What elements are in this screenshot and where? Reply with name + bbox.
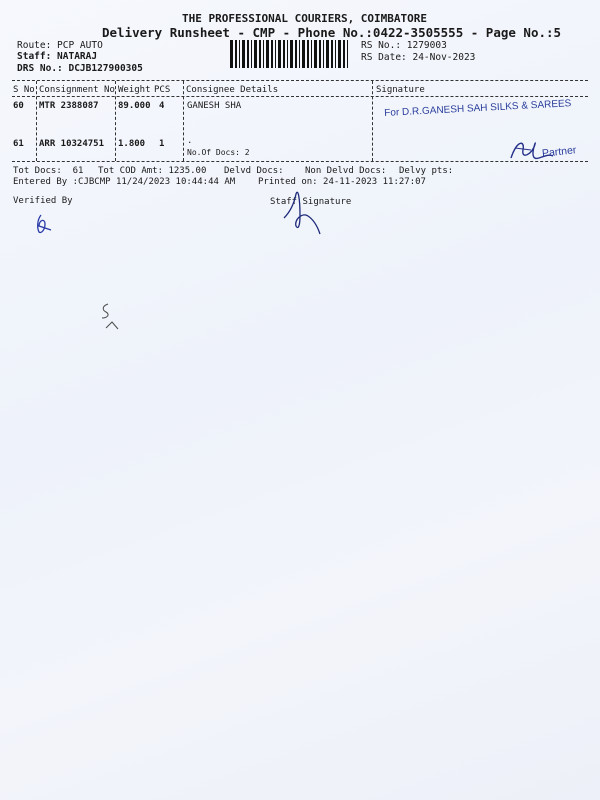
total-docs: Tot Docs: 61 — [13, 166, 84, 176]
barcode-bar — [242, 40, 245, 68]
header-weight: Weight — [118, 85, 151, 95]
header-pcs: PCS — [154, 85, 171, 95]
rs-number: RS No.: 1279003 — [361, 40, 447, 51]
row-weight: 89.000 — [118, 101, 151, 111]
runsheet-title: Delivery Runsheet - CMP - Phone No.:0422-3505555 - Page No.:5 — [102, 25, 562, 40]
barcode-bar — [235, 40, 237, 68]
barcode-bar — [314, 40, 317, 68]
barcode-bar — [278, 40, 281, 68]
staff-signature — [280, 186, 328, 238]
barcode-bar — [299, 40, 300, 68]
header-signature: Signature — [376, 85, 425, 95]
rs-date: RS Date: 24-Nov-2023 — [361, 52, 476, 63]
row-consignee: . — [187, 136, 193, 146]
barcode-bar — [275, 40, 276, 68]
stamp-partner-label: Partner — [541, 144, 577, 160]
drs-number: DRS No.: DCJB127900305 — [17, 63, 143, 74]
col-divider — [183, 81, 184, 161]
barcode-bar — [290, 40, 293, 68]
row-sno: 60 — [13, 101, 24, 111]
row-pcs: 1 — [159, 139, 165, 149]
staff-label: Staff: NATARAJ — [17, 51, 98, 62]
verifier-initials — [33, 212, 55, 236]
staff-signature-label: Staff Signature — [270, 197, 352, 207]
row-pcs: 4 — [159, 101, 165, 111]
barcode-bar — [331, 40, 333, 68]
barcode-bar — [266, 40, 269, 68]
col-divider — [36, 81, 37, 161]
barcode-bar — [343, 40, 345, 68]
row-sno: 61 — [13, 139, 24, 149]
barcode-bar — [239, 40, 240, 68]
barcode-bar — [271, 40, 273, 68]
company-title: THE PROFESSIONAL COURIERS, COIMBATORE — [182, 12, 428, 25]
total-cod-amount: Tot COD Amt: 1235.00 — [98, 166, 207, 176]
col-divider — [115, 81, 116, 161]
table-header-rule — [12, 96, 588, 97]
barcode-bar — [259, 40, 261, 68]
barcode-bar — [247, 40, 249, 68]
partner-signature — [505, 136, 555, 166]
barcode-bar — [302, 40, 305, 68]
barcode-bar — [307, 40, 309, 68]
non-delivered-docs: Non Delvd Docs: — [305, 166, 387, 176]
barcode-bar — [311, 40, 312, 68]
barcode-bar — [347, 40, 348, 68]
barcode-bar — [319, 40, 321, 68]
barcode-bar — [254, 40, 257, 68]
barcode-bar — [251, 40, 252, 68]
barcode-bar — [323, 40, 324, 68]
barcode-bar — [230, 40, 233, 68]
entered-by: Entered By :CJBCMP 11/24/2023 10:44:44 AM — [13, 177, 236, 187]
verified-by-label: Verified By — [13, 196, 73, 206]
route-label: Route: PCP AUTO — [17, 40, 103, 51]
header-sno: S No — [13, 85, 35, 95]
row-consignee: GANESH SHA — [187, 101, 242, 111]
barcode-bar — [283, 40, 285, 68]
pencil-mark — [96, 302, 126, 332]
barcode-bar — [295, 40, 297, 68]
printed-on: Printed on: 24-11-2023 11:27:07 — [258, 177, 426, 187]
table-bottom-rule — [12, 161, 588, 162]
barcode-bar — [335, 40, 336, 68]
row-weight: 1.800 — [118, 139, 146, 149]
header-consignee: Consignee Details — [186, 85, 279, 95]
delivered-docs: Delvd Docs: — [224, 166, 284, 176]
table-top-rule — [12, 80, 588, 81]
row-consignment: MTR 2388087 — [39, 101, 99, 111]
barcode-bar — [338, 40, 341, 68]
row-doc-count: No.Of Docs: 2 — [187, 148, 250, 157]
barcode-bar — [326, 40, 329, 68]
col-divider — [372, 81, 373, 161]
delivery-points: Delvy pts: — [399, 166, 454, 176]
barcode-bar — [263, 40, 264, 68]
barcode-bar — [287, 40, 288, 68]
header-consignment: Consignment No — [39, 85, 115, 95]
barcode-image — [230, 40, 352, 70]
row-consignment: ARR 10324751 — [39, 139, 105, 149]
company-stamp: For D.R.GANESH SAH SILKS & SAREES — [384, 98, 572, 119]
